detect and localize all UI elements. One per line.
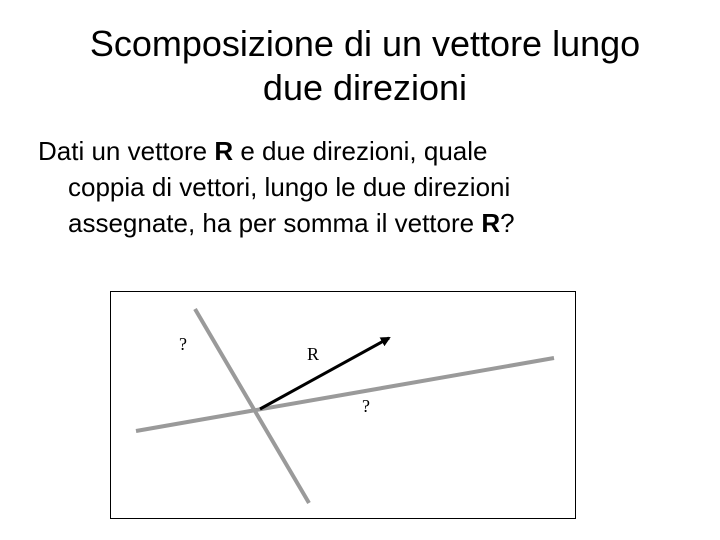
slide-title-line-1: Scomposizione di un vettore lungo bbox=[89, 23, 641, 64]
vector-r-bold: R bbox=[481, 208, 501, 238]
slide-title-line-2: due direzioni bbox=[262, 67, 468, 108]
question-text-part: assegnate, ha per somma il vettore bbox=[68, 208, 482, 238]
vector-r-bold: R bbox=[214, 136, 234, 166]
vector-diagram-frame bbox=[110, 291, 576, 519]
vector-r-label: R bbox=[307, 344, 320, 364]
direction-line-2 bbox=[136, 358, 554, 431]
question-line-1 bbox=[38, 133, 698, 169]
question-text-part: Dati un vettore bbox=[38, 136, 215, 166]
direction-line-1 bbox=[195, 309, 309, 503]
question-text-part: e due direzioni, quale bbox=[233, 136, 488, 166]
vector-diagram bbox=[111, 292, 575, 518]
question-line-2: coppia di vettori, lungo le due direzioni bbox=[68, 172, 511, 202]
question-text-part: ? bbox=[500, 208, 515, 238]
slide-title bbox=[0, 22, 720, 110]
direction-2-label: ? bbox=[362, 396, 370, 416]
direction-1-label: ? bbox=[179, 334, 187, 354]
question-line-3 bbox=[38, 205, 698, 241]
question-text bbox=[38, 133, 698, 241]
